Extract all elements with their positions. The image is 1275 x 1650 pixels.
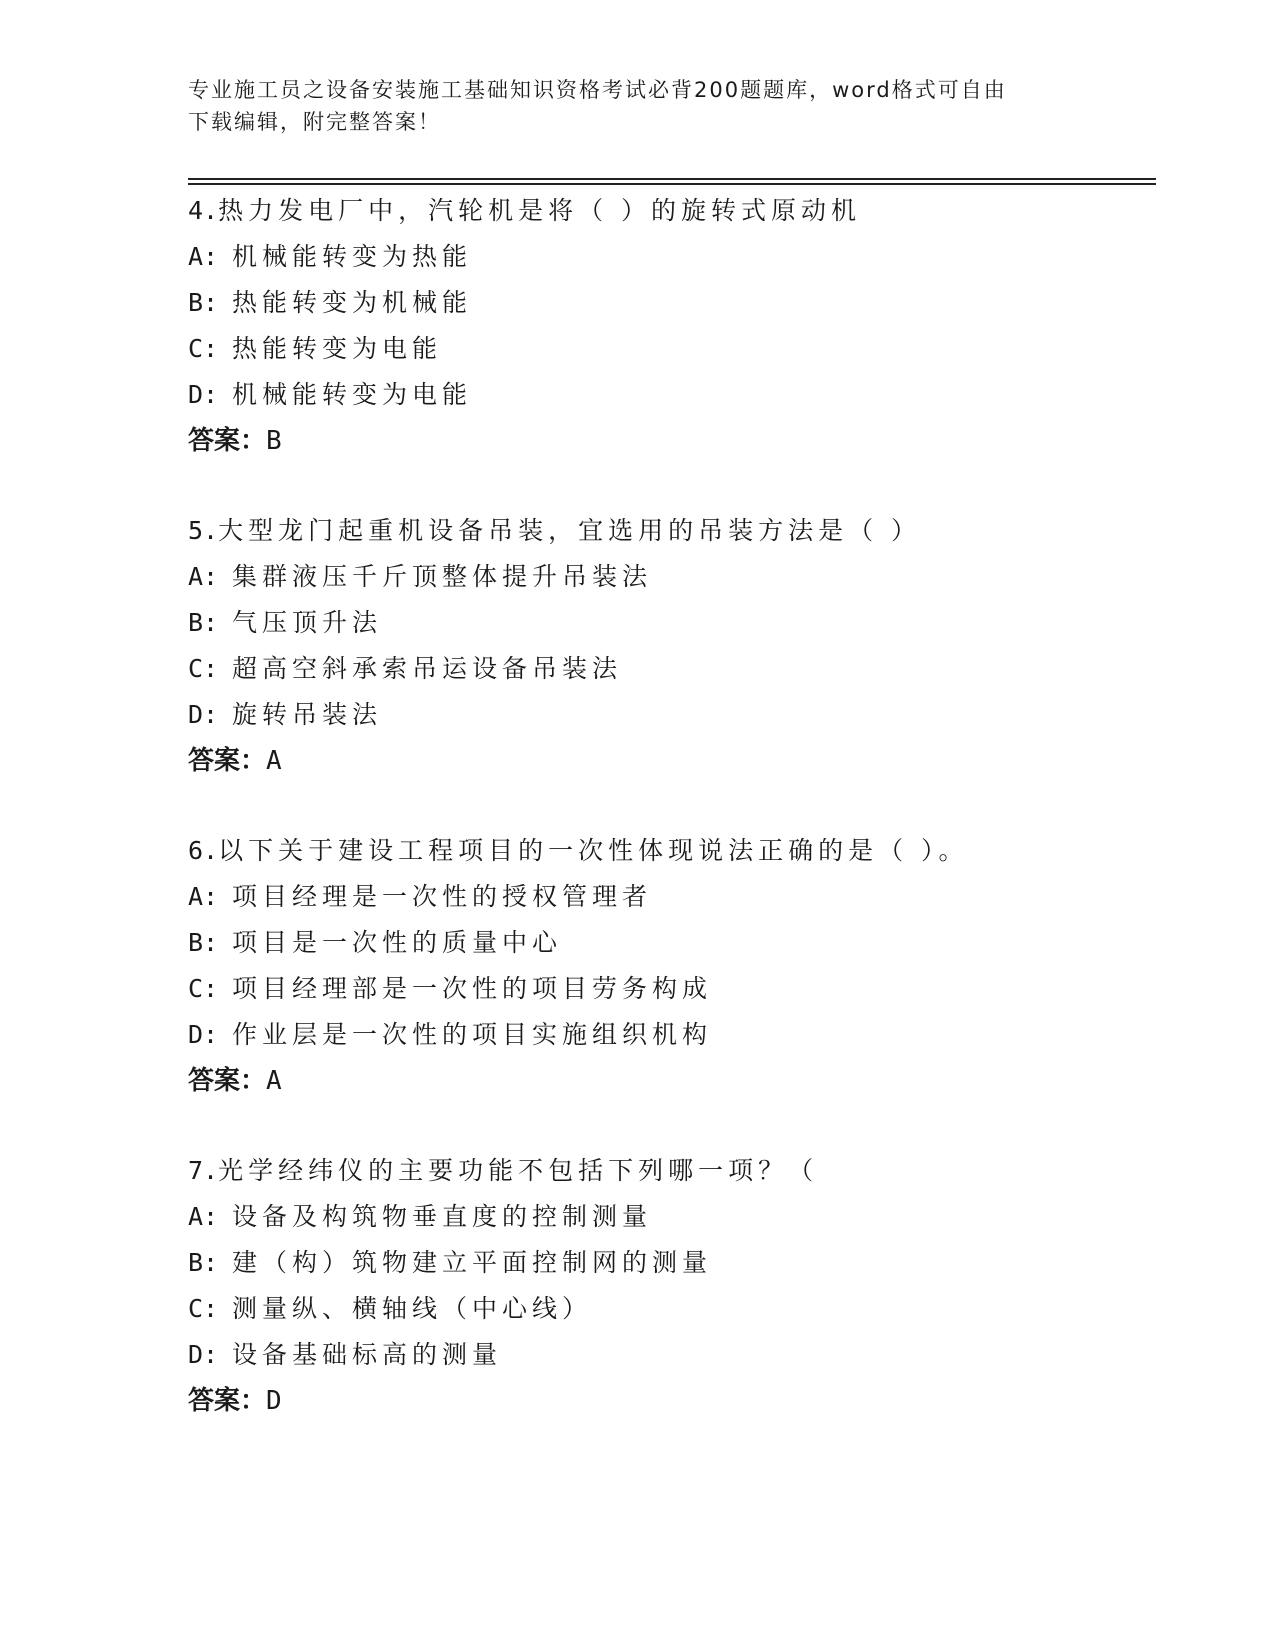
answer-value: A [266,1066,282,1096]
answer-value: A [266,746,282,776]
option-letter: C: [188,974,219,1003]
option-text: 集群液压千斤顶整体提升吊装法 [232,562,653,591]
answer-value: D [266,1386,282,1416]
option-letter: C: [188,334,219,363]
option-text: 项目经理是一次性的授权管理者 [232,882,653,911]
answer-line [188,1378,1148,1424]
option-text: 超高空斜承索吊运设备吊装法 [232,654,623,683]
question-text: 热力发电厂中，汽轮机是将（ ）的旋转式原动机 [218,196,862,225]
option-a [188,554,1148,600]
option-a [188,234,1148,280]
question-7 [188,1148,1148,1424]
option-letter: A: [188,882,219,911]
option-text: 热能转变为机械能 [232,288,473,317]
header-line-1: 专业施工员之设备安装施工基础知识资格考试必背200题题库，word格式可自由 [188,78,1007,102]
option-b [188,280,1148,326]
option-letter: A: [188,242,219,271]
option-letter: B: [188,1248,219,1277]
question-stem [188,188,1148,234]
option-text: 机械能转变为电能 [232,380,473,409]
option-text: 设备基础标高的测量 [232,1340,503,1369]
option-a [188,1194,1148,1240]
option-letter: D: [188,380,219,409]
option-letter: A: [188,1202,219,1231]
answer-label: 答案： [188,1066,267,1096]
question-stem [188,508,1148,554]
question-number: 7. [188,1156,219,1185]
option-letter: C: [188,654,219,683]
option-d [188,1012,1148,1058]
answer-line [188,418,1148,464]
option-b [188,920,1148,966]
option-text: 设备及构筑物垂直度的控制测量 [232,1202,653,1231]
header-divider-top [188,178,1156,180]
option-c [188,966,1148,1012]
question-text: 大型龙门起重机设备吊装，宜选用的吊装方法是（ ） [218,516,922,545]
option-a [188,874,1148,920]
header-divider-bottom [188,183,1156,185]
question-number: 6. [188,836,219,865]
option-d [188,1332,1148,1378]
option-letter: C: [188,1294,219,1323]
answer-value: B [266,426,282,456]
question-5 [188,508,1148,784]
answer-line [188,1058,1148,1104]
question-text: 以下关于建设工程项目的一次性体现说法正确的是（ ）。 [218,836,969,865]
question-stem [188,828,1148,874]
option-text: 测量纵、横轴线（中心线） [232,1294,593,1323]
option-text: 建（构）筑物建立平面控制网的测量 [232,1248,713,1277]
answer-label: 答案： [188,746,267,776]
answer-label: 答案： [188,1386,267,1416]
header-line-2: 下载编辑，附完整答案！ [188,110,441,134]
option-letter: D: [188,1020,219,1049]
answer-line [188,738,1148,784]
option-text: 热能转变为电能 [232,334,443,363]
option-d [188,372,1148,418]
option-c [188,1286,1148,1332]
answer-label: 答案： [188,426,267,456]
question-stem [188,1148,1148,1194]
option-text: 项目是一次性的质量中心 [232,928,563,957]
question-number: 4. [188,196,219,225]
option-text: 项目经理部是一次性的项目劳务构成 [232,974,713,1003]
option-letter: B: [188,608,219,637]
option-letter: D: [188,1340,219,1369]
option-b [188,1240,1148,1286]
question-4 [188,188,1148,464]
question-6 [188,828,1148,1104]
option-b [188,600,1148,646]
option-letter: D: [188,700,219,729]
option-c [188,326,1148,372]
question-text: 光学经纬仪的主要功能不包括下列哪一项？（ [218,1156,819,1185]
option-d [188,692,1148,738]
option-text: 旋转吊装法 [232,700,383,729]
option-letter: A: [188,562,219,591]
document-header [188,74,1088,138]
question-number: 5. [188,516,219,545]
option-text: 气压顶升法 [232,608,383,637]
option-c [188,646,1148,692]
option-letter: B: [188,288,219,317]
option-text: 机械能转变为热能 [232,242,473,271]
option-letter: B: [188,928,219,957]
option-text: 作业层是一次性的项目实施组织机构 [232,1020,713,1049]
